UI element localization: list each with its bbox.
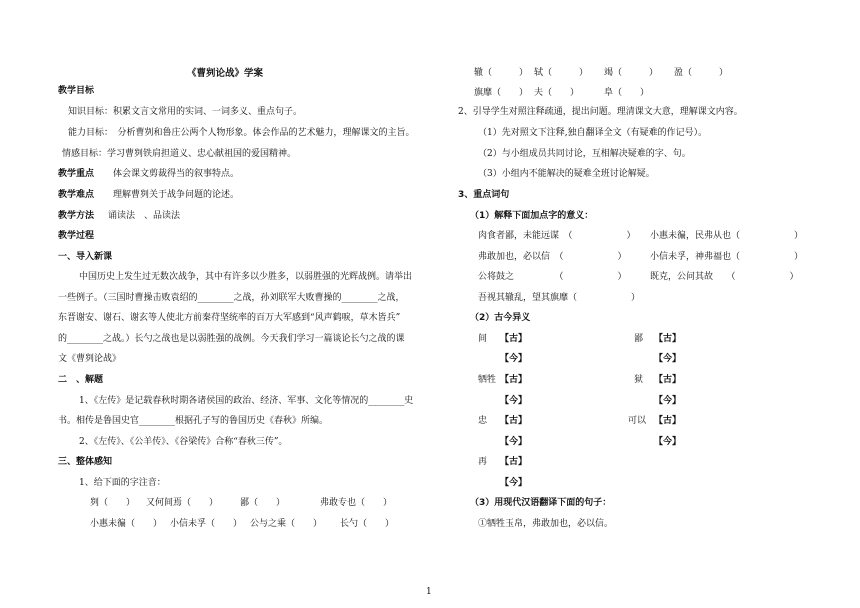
section1-line2: 一些例子。（三国时曹操击败袁绍的________之战，孙刘联军大败曹操的________之战， [58, 293, 405, 303]
left-column [0, 0, 415, 600]
page-number: 1 [426, 587, 432, 597]
pron-item: 鄙（ ） [240, 498, 286, 508]
method-text: 诵读法 、品读法 [108, 211, 181, 221]
key-point-label: 教学重点 [58, 169, 95, 179]
pron-item: 旗靡（ ） [474, 88, 529, 98]
pron-item: 辙（ ） [474, 68, 529, 78]
section2-line1: 1、《左传》是记载春秋时期各诸侯国的政治、经济、军事、文化等情况的________史 [79, 396, 414, 406]
ancient-modern-word: 忠 [478, 416, 488, 426]
modern-tag: 【今】 [654, 396, 682, 406]
explain-item: 既克，公问其故 （ ） [650, 272, 799, 282]
modern-tag: 【今】 [654, 354, 682, 364]
right-column [430, 0, 830, 600]
pron-item: 盈（ ） [674, 68, 729, 78]
translate-heading: （3）用现代汉语翻译下面的句子： [470, 498, 612, 508]
modern-tag: 【今】 [654, 437, 682, 447]
explain-item: 小信未孚，神弗福也（ ） [650, 252, 804, 262]
ancient-modern-word: 牺牲 [478, 375, 497, 385]
section3-instruction: 1、给下面的字注音： [79, 478, 166, 488]
section1-line3: 东晋谢安、谢石、谢玄等人使北方前秦苻坚统率的百万大军感到“风声鹤唳，草木皆兵” [58, 313, 401, 323]
section1-line4: 的________之战。）长勺之战也是以弱胜强的战例。今天我们学习一篇谈论长勺之战的课 [58, 334, 405, 344]
ancient-modern-word: 鄙 [634, 334, 644, 344]
pron-item: 弗敢专也（ ） [320, 498, 393, 508]
key-words-heading: 3、重点词句 [458, 190, 510, 200]
explain-heading: （1）解释下面加点字的意义： [470, 211, 594, 221]
pron-item: 长勺（ ） [340, 519, 395, 529]
ancient-tag: 【古】 [500, 457, 528, 467]
process-heading: 教学过程 [58, 231, 95, 241]
pron-item: 轼（ ） [534, 68, 589, 78]
ancient-tag: 【古】 [500, 334, 528, 344]
explain-item: 公将鼓之 （ ） [478, 272, 627, 282]
section1-heading: 一、导入新课 [58, 252, 113, 262]
objectives-heading: 教学目标 [58, 86, 95, 96]
section2-line3: 2、《左传》、《公羊传》、《谷梁传》合称“春秋三传”。 [79, 437, 288, 447]
ability-objective: 能力目标： 分析曹刿和鲁庄公两个人物形象。体会作品的艺术魅力，理解课文的主旨。 [68, 128, 415, 138]
section3-heading: 三、整体感知 [58, 457, 113, 467]
guide-item: 2、引导学生对照注释疏通，提出问题。理清课文大意，理解课文内容。 [458, 107, 743, 117]
difficulty-text: 理解曹刿关于战争问题的论述。 [113, 190, 240, 200]
explain-item: 肉食者鄙，未能远谋 （ ） [478, 231, 636, 241]
ancient-tag: 【古】 [654, 416, 682, 426]
document-title: 《曹刿论战》学案 [187, 68, 264, 79]
ancient-modern-word: 再 [478, 457, 488, 467]
ancient-modern-word: 狱 [634, 375, 644, 385]
pron-item: 又何间焉（ ） [146, 498, 219, 508]
method-label: 教学方法 [58, 211, 95, 221]
emotion-objective: 情感目标：学习曹刿铁肩担道义、忠心献祖国的爱国精神。 [62, 149, 297, 159]
modern-tag: 【今】 [500, 478, 528, 488]
pron-item: 阜（ ） [604, 88, 650, 98]
ancient-tag: 【古】 [654, 334, 682, 344]
section2-heading: 二 、解题 [58, 375, 104, 385]
guide-sub1: （1）先对照文下注释,独自翻译全文（有疑难的作记号）。 [478, 128, 708, 138]
section1-line1: 中国历史上发生过无数次战争，其中有许多以少胜多，以弱胜强的光辉战例。请举出 [79, 272, 413, 282]
meaning-shift-heading: （2）古今异义 [470, 313, 531, 323]
difficulty-label: 教学难点 [58, 190, 95, 200]
explain-item: 小惠未徧，民弗从也（ ） [650, 231, 804, 241]
modern-tag: 【今】 [500, 437, 528, 447]
modern-tag: 【今】 [500, 354, 528, 364]
pron-item: 小惠未徧（ ） [90, 519, 163, 529]
explain-item: 弗敢加也，必以信 （ ） [478, 252, 627, 262]
pron-item: 夫（ ） [534, 88, 580, 98]
key-point-text: 体会课文剪裁得当的叙事特点。 [113, 169, 240, 179]
pron-item: 刿（ ） [90, 498, 136, 508]
pron-item: 公与之乘（ ） [250, 519, 323, 529]
guide-sub2: （2）与小组成员共同讨论，互相解决疑难的字、句。 [478, 149, 691, 159]
ancient-modern-word: 可以 [628, 416, 647, 426]
ancient-tag: 【古】 [500, 375, 528, 385]
ancient-tag: 【古】 [500, 416, 528, 426]
translate-item: ①牺牲玉帛，弗敢加也，必以信。 [478, 519, 614, 529]
section1-line5: 文《曹刿论战》 [58, 354, 122, 364]
ancient-modern-word: 间 [478, 334, 488, 344]
section2-line2: 书。相传是鲁国史官________根据孔子写的鲁国历史《春秋》所编。 [58, 416, 329, 426]
pron-item: 小信未孚（ ） [170, 519, 243, 529]
guide-sub3: （3）小组内不能解决的疑难全班讨论解疑。 [478, 169, 655, 179]
explain-item: 吾视其辙乱，望其旗靡（ ） [478, 293, 641, 303]
knowledge-objective: 知识目标：积累文言文常用的实词、一词多义、重点句子。 [68, 107, 303, 117]
pron-item: 竭（ ） [604, 68, 659, 78]
modern-tag: 【今】 [500, 396, 528, 406]
ancient-tag: 【古】 [654, 375, 682, 385]
